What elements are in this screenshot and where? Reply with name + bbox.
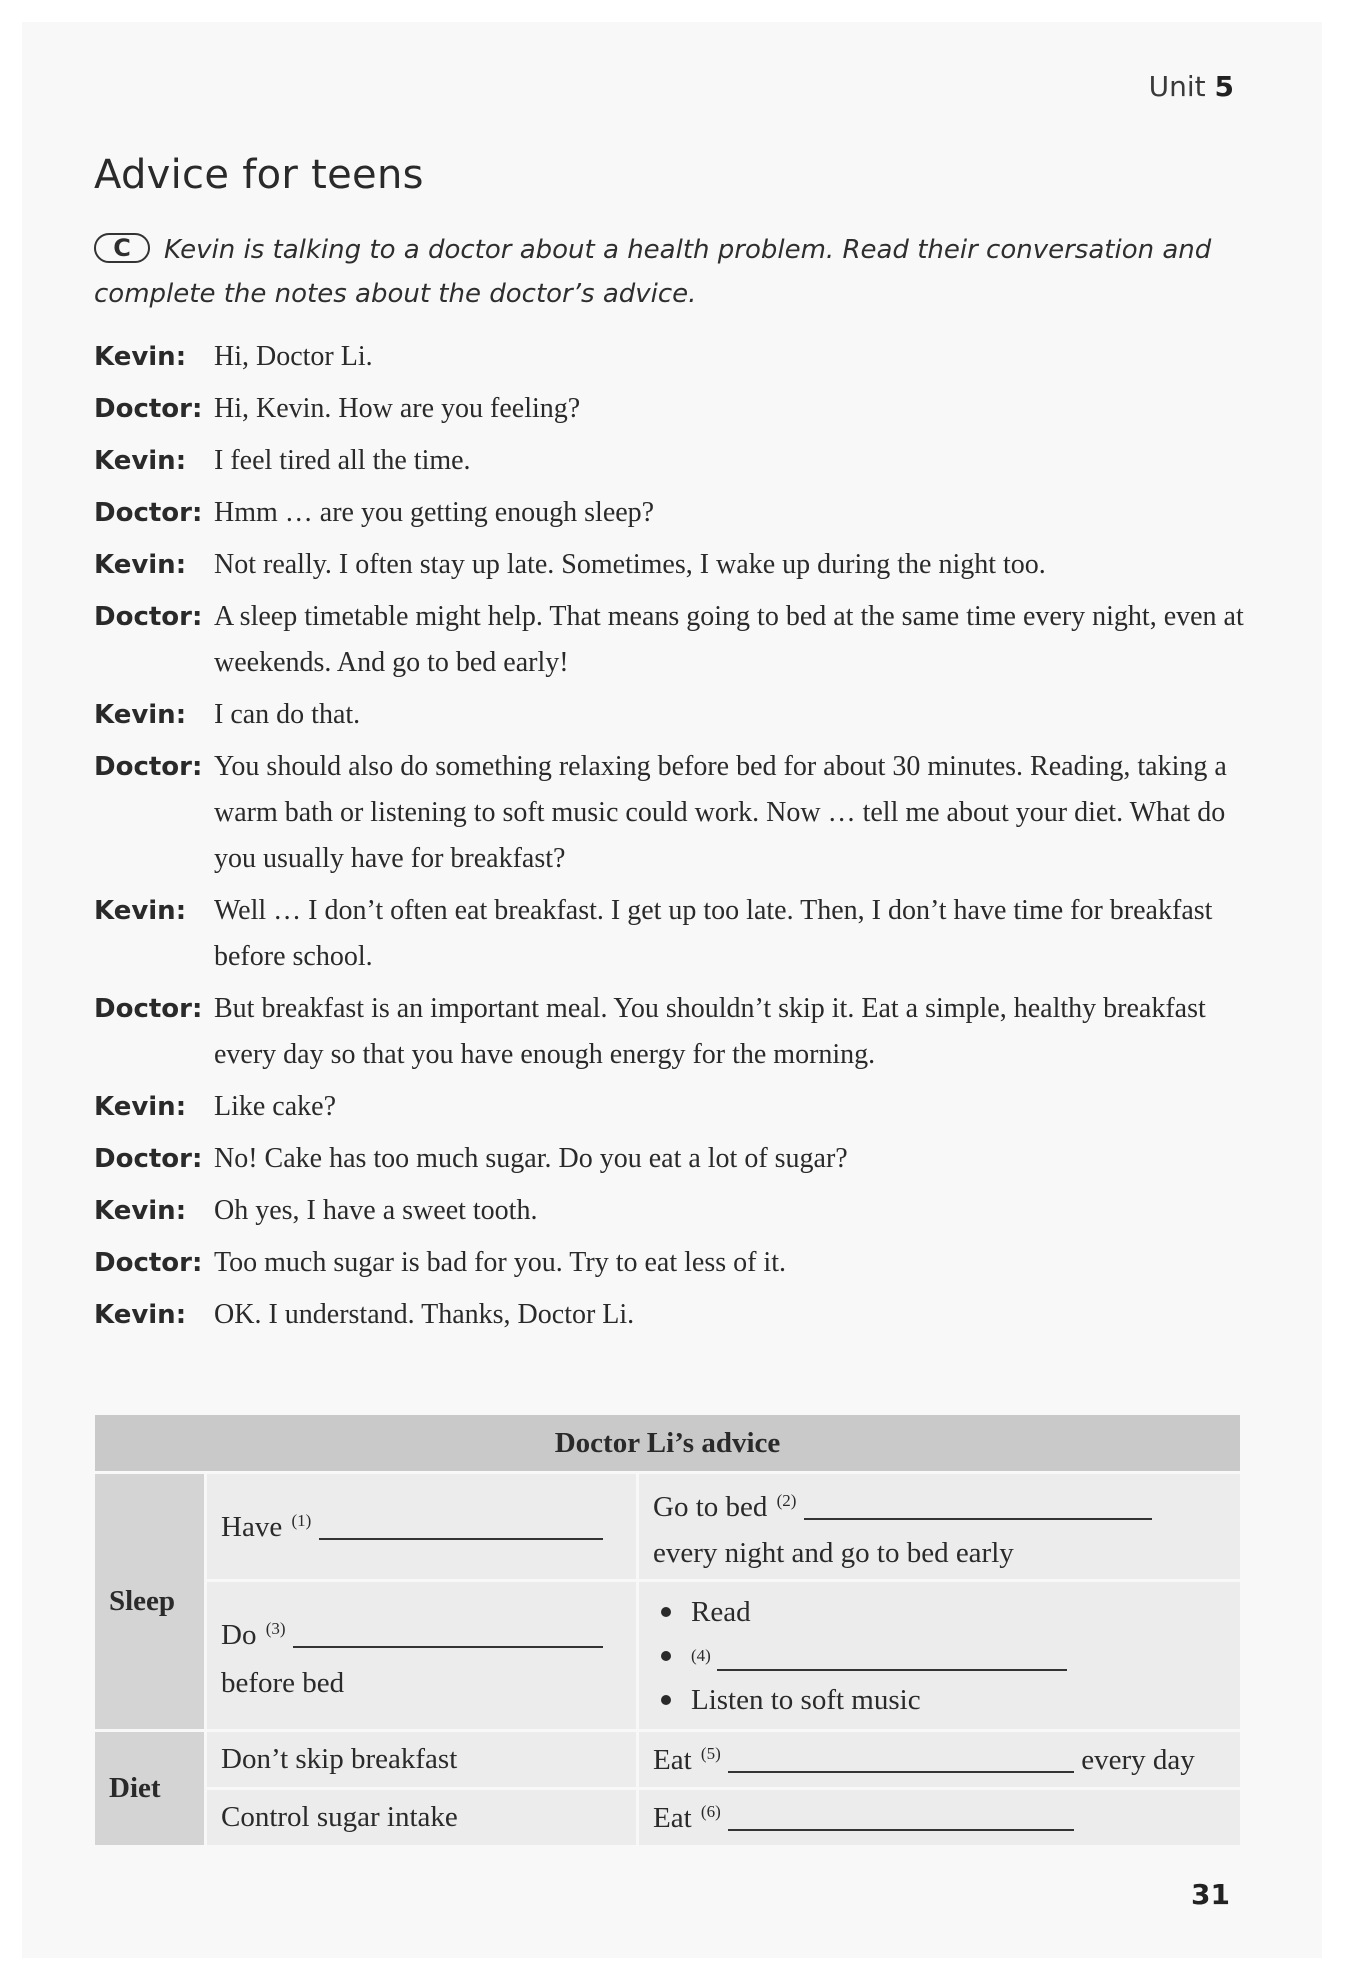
utterance: You should also do something relaxing before bed for about 30 minutes. Reading, taking a warm bath or listening to soft music could work. Now … tell me about your diet. What do you usually have for breakfast? [214,751,1227,874]
do-label: Do [221,1618,257,1651]
exercise-badge: C [94,233,150,263]
every-day-label: every day [1081,1743,1195,1776]
speaker: Doctor: [94,752,203,782]
speaker: Doctor: [94,994,203,1024]
utterance: I feel tired all the time. [214,445,471,476]
advice-table-heading: Doctor Li’s advice [94,1414,1242,1473]
bullet-dot [661,1651,671,1661]
speaker: Kevin: [94,1092,187,1122]
speaker: Doctor: [94,602,203,632]
speaker: Doctor: [94,1144,203,1174]
bullet-text: Listen to soft music [691,1683,921,1716]
answer-blank-4[interactable] [717,1641,1067,1671]
dialogue-line [94,1240,1274,1286]
utterance: A sleep timetable might help. That means going to bed at the same time every night, even at weekends. And go to bed early! [214,601,1244,678]
skip-breakfast-cell: Don’t skip breakfast [206,1731,638,1789]
speaker: Kevin: [94,1196,187,1226]
eat-label: Eat [653,1743,692,1776]
eat-label: Eat [653,1801,692,1834]
dialogue-line [94,334,1274,380]
bullet-item [653,1634,1226,1678]
answer-blank-2[interactable] [804,1490,1152,1520]
dialogue-line [94,744,1274,882]
sugar-intake-cell: Control sugar intake [206,1789,638,1847]
bullet-dot [661,1695,671,1705]
go-to-bed-label: Go to bed [653,1490,768,1523]
dialogue-line [94,386,1274,432]
bullet-text: Read [691,1595,751,1628]
utterance: Well … I don’t often eat breakfast. I get up too late. Then, I don’t have time for breakfast before school. [214,895,1213,972]
worksheet-page [22,22,1322,1958]
instruction [94,228,1254,316]
blank-number-5: (5) [700,1743,721,1763]
speaker: Kevin: [94,446,187,476]
speaker: Kevin: [94,1300,187,1330]
dialogue-line [94,438,1274,484]
blank-number-2: (2) [776,1490,797,1510]
unit-label [1149,70,1234,103]
unit-word: Unit [1148,70,1206,103]
utterance: OK. I understand. Thanks, Doctor Li. [214,1299,635,1330]
do-rest: before bed [221,1666,345,1699]
speaker: Kevin: [94,550,187,580]
blank-number-4: (4) [691,1645,711,1665]
have-cell [206,1473,638,1581]
sleep-category: Sleep [94,1473,206,1731]
eat-cell-2 [638,1789,1242,1847]
answer-blank-5[interactable] [728,1743,1074,1773]
utterance: Hmm … are you getting enough sleep? [214,497,655,528]
blank-number-3: (3) [265,1618,286,1638]
instruction-text: Kevin is talking to a doctor about a health problem. Read their conversation and complete the notes about the doctor’s advice. [94,235,1212,309]
speaker: Doctor: [94,394,203,424]
utterance: Hi, Doctor Li. [214,341,373,372]
speaker: Kevin: [94,342,187,372]
utterance: Too much sugar is bad for you. Try to eat less of it. [214,1247,786,1278]
dialogue-line [94,1292,1274,1338]
dialogue-line [94,1136,1274,1182]
go-to-bed-cell [638,1473,1242,1581]
do-cell [206,1581,638,1731]
utterance: I can do that. [214,699,361,730]
unit-number: 5 [1214,70,1234,103]
speaker: Doctor: [94,498,203,528]
utterance: Hi, Kevin. How are you feeling? [214,393,581,424]
dialogue-line [94,888,1274,980]
page-title: Advice for teens [94,152,424,198]
utterance: No! Cake has too much sugar. Do you eat a lot of sugar? [214,1143,848,1174]
dialogue-line [94,986,1274,1078]
eat-cell-1 [638,1731,1242,1789]
go-to-bed-rest: every night and go to bed early [653,1536,1014,1569]
dialogue-line [94,490,1274,536]
utterance: Like cake? [214,1091,337,1122]
answer-blank-1[interactable] [319,1510,603,1540]
blank-number-1: (1) [291,1510,312,1530]
dialogue-line [94,1084,1274,1130]
dialogue-line [94,542,1274,588]
speaker: Kevin: [94,896,187,926]
answer-blank-6[interactable] [728,1801,1074,1831]
diet-category: Diet [94,1731,206,1847]
have-label: Have [221,1510,283,1543]
dialogue [94,334,1274,1338]
bullet-item [653,1678,1226,1722]
utterance: Oh yes, I have a sweet tooth. [214,1195,538,1226]
blank-number-6: (6) [700,1801,721,1821]
dialogue-line [94,692,1274,738]
advice-table [92,1412,1243,1848]
dialogue-line [94,1188,1274,1234]
utterance: But breakfast is an important meal. You shouldn’t skip it. Eat a simple, healthy breakfast every day so that you have enough energy for the morning. [214,993,1206,1070]
speaker: Doctor: [94,1248,203,1278]
bullet-dot [661,1607,671,1617]
speaker: Kevin: [94,700,187,730]
relaxing-list-cell [638,1581,1242,1731]
bullet-item [653,1590,1226,1634]
utterance: Not really. I often stay up late. Sometimes, I wake up during the night too. [214,549,1046,580]
answer-blank-3[interactable] [293,1618,603,1648]
dialogue-line [94,594,1274,686]
page-number: 31 [1191,1878,1230,1911]
